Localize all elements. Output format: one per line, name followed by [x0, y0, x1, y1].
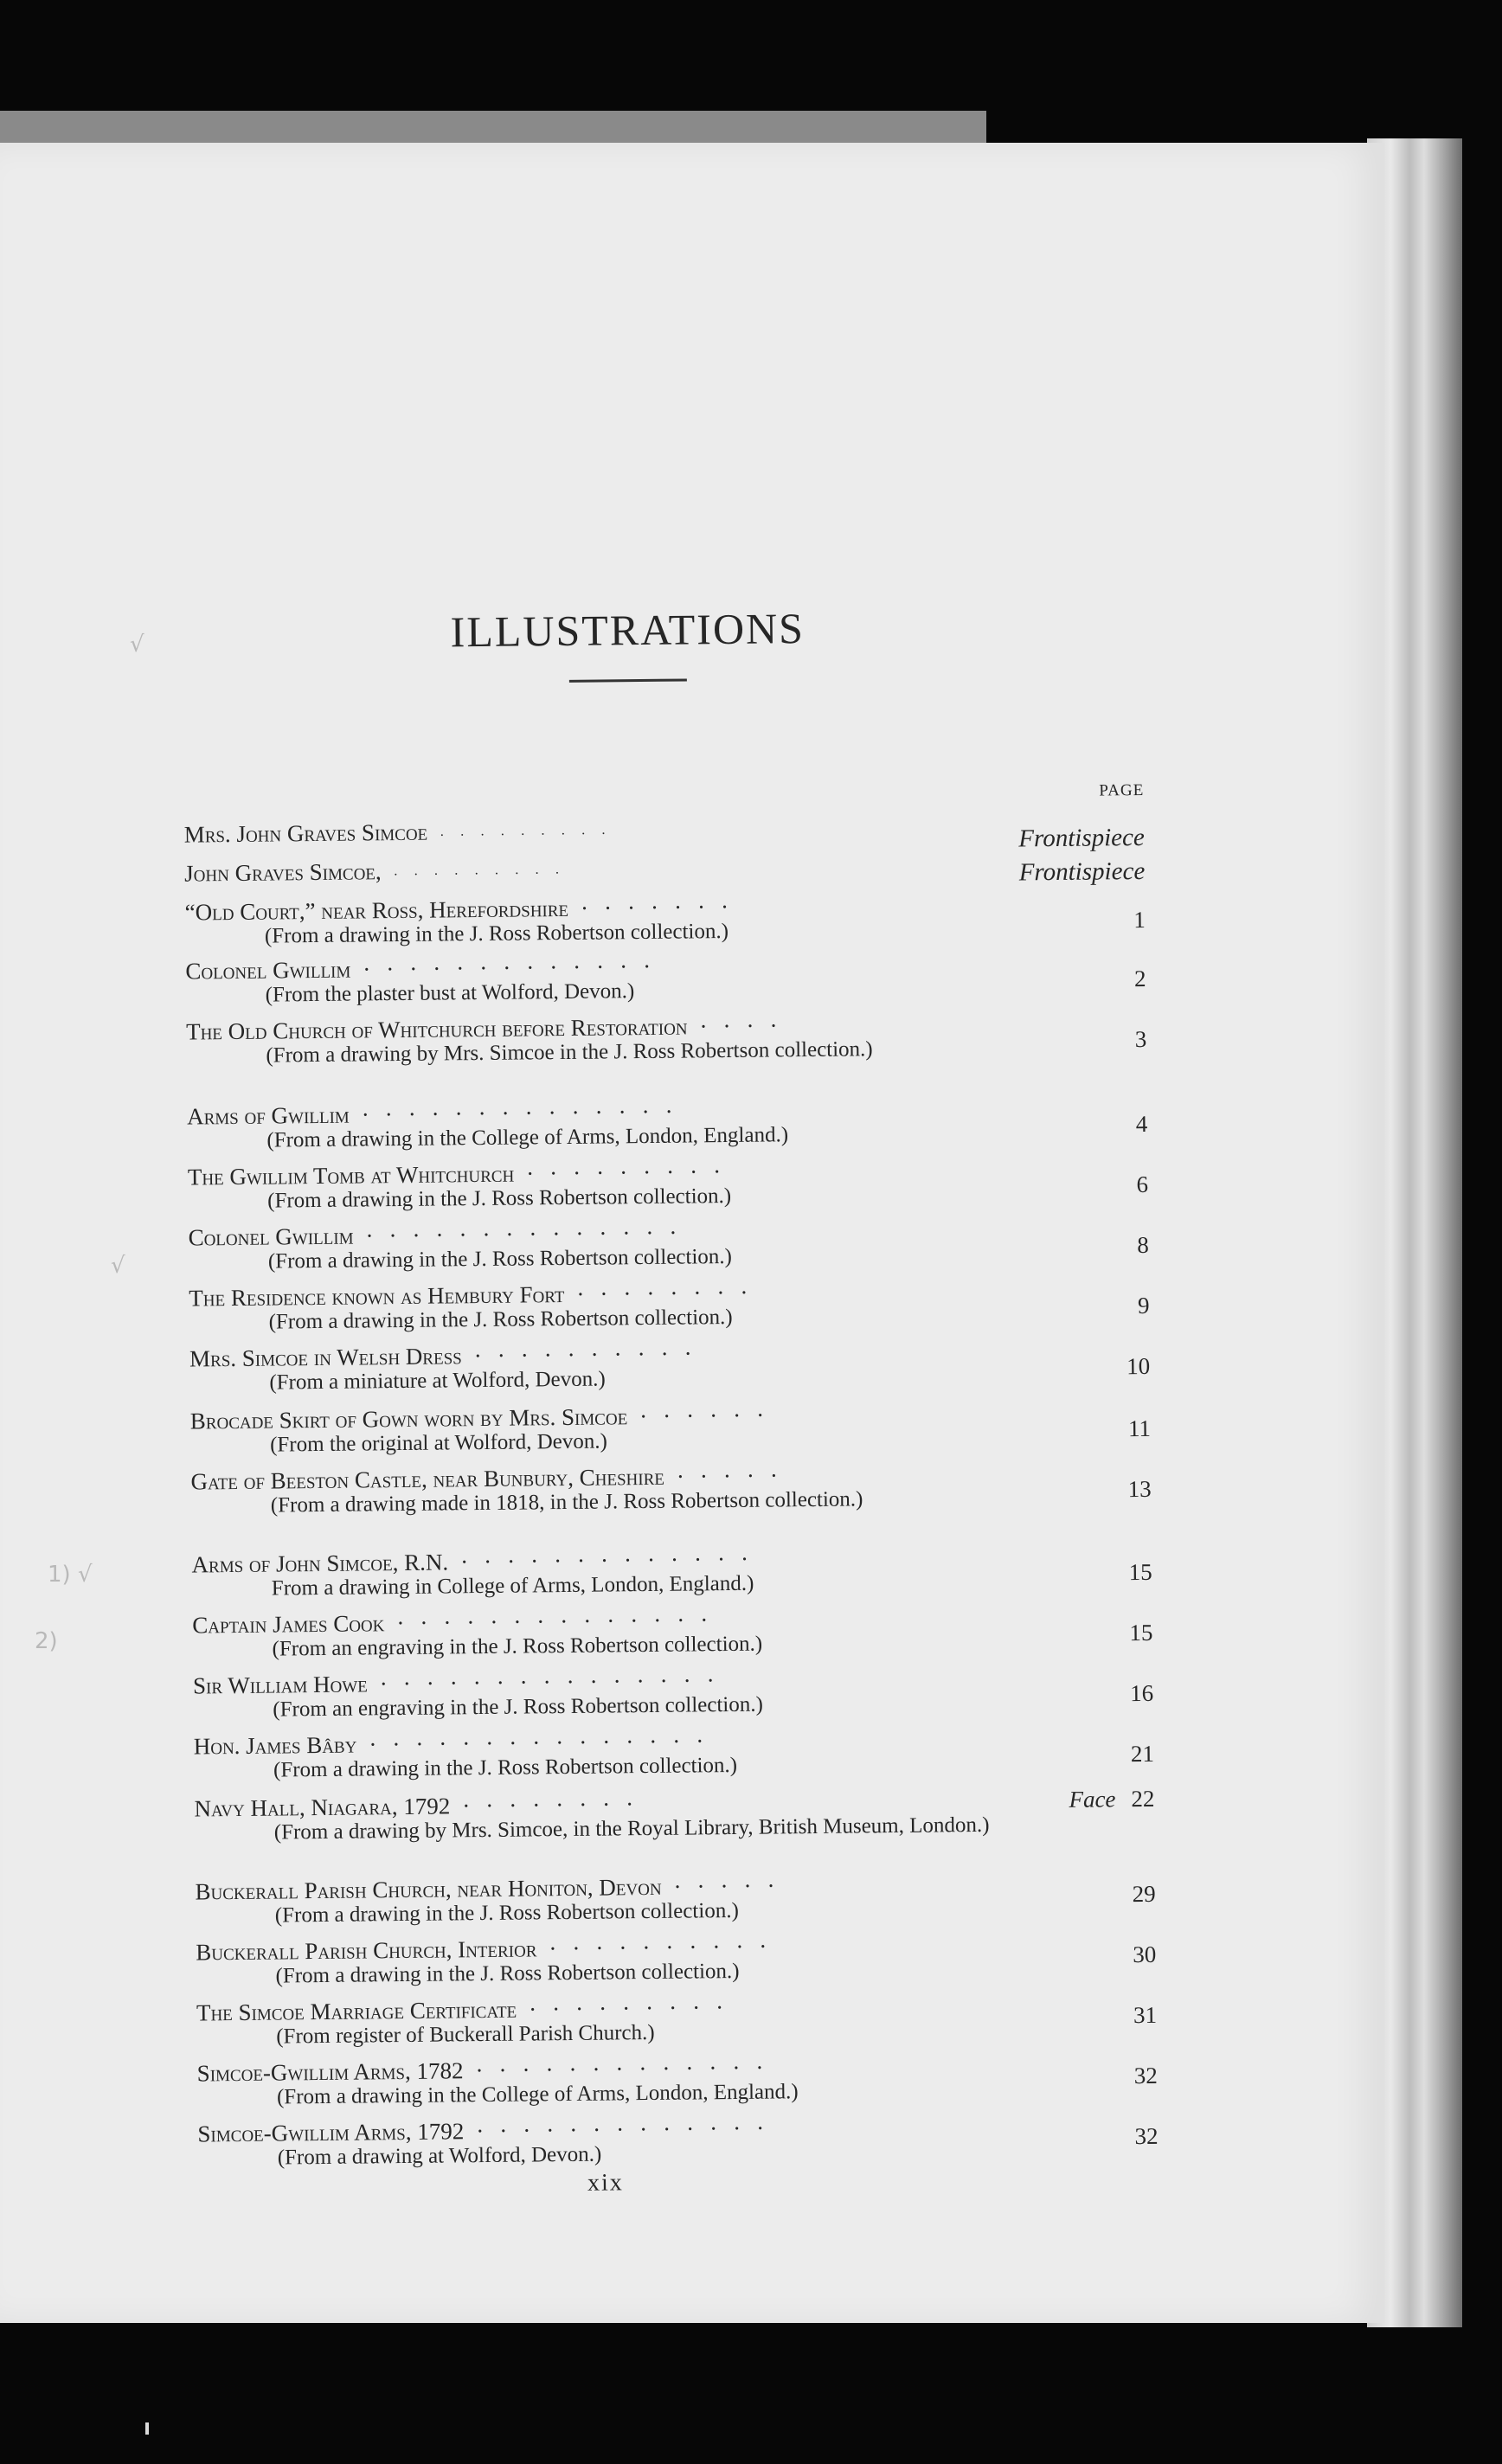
entry-note: (From a drawing in the J. Ross Robertson collection.) — [267, 1184, 732, 1213]
leader-dots: ········· — [440, 826, 622, 844]
list-item — [188, 1213, 1149, 1284]
pencil-mark: 1) √ — [48, 1562, 93, 1588]
entry-title: Simcoe-Gwillim Arms, 1792 — [197, 2118, 465, 2147]
leader-dots: ···· — [699, 1012, 793, 1040]
entry-title: Navy Hall, Niagara, 1792 — [194, 1793, 451, 1822]
entry-title: Captain James Cook — [192, 1610, 385, 1639]
list-item — [195, 1867, 1156, 1938]
entry-note: From a drawing in College of Arms, London, England.) — [271, 1571, 754, 1601]
entry-page — [1069, 1786, 1154, 1813]
entry-title: The Residence known as Hembury Fort — [189, 1280, 565, 1312]
leader-dots: ········· — [529, 1993, 740, 2023]
list-item — [192, 1601, 1153, 1672]
entry-note: (From a miniature at Wolford, Devon.) — [269, 1367, 606, 1395]
list-item — [194, 1722, 1155, 1794]
entry-page: 16 — [1130, 1679, 1154, 1707]
entry-note: (From a drawing in the J. Ross Robertson collection.) — [268, 1305, 733, 1334]
leader-dots: ······ — [639, 1402, 780, 1430]
entry-page: 30 — [1133, 1941, 1157, 1968]
entry-note: (From a drawing in the College of Arms, London, England.) — [276, 2080, 799, 2109]
pencil-mark: 2) — [35, 1628, 58, 1654]
entry-note: (From a drawing by Mrs. Simcoe, in the Royal Library, British Museum, London.) — [273, 1813, 990, 1845]
page-title: ILLUSTRATIONS — [450, 604, 806, 657]
leader-dots: ····· — [676, 1462, 794, 1490]
entry-page: 1 — [1133, 906, 1146, 934]
entry-page: 9 — [1137, 1292, 1150, 1319]
list-item — [197, 2049, 1159, 2120]
entry-page: 3 — [1134, 1025, 1147, 1053]
entry-note: (From a drawing in the College of Arms, London, England.) — [266, 1123, 789, 1152]
entry-title: Mrs. Simcoe in Welsh Dress — [189, 1343, 462, 1372]
list-item — [194, 1784, 1155, 1877]
book-page — [0, 143, 1384, 2323]
pencil-mark: √ — [111, 1253, 125, 1279]
entry-page: Frontispiece — [1018, 857, 1146, 887]
entry-title: Mrs. John Graves Simcoe — [183, 818, 428, 848]
entry-page: 8 — [1137, 1231, 1149, 1259]
entry-title: Buckerall Parish Church, near Honiton, Devon — [195, 1873, 662, 1905]
scan-mark — [145, 2422, 149, 2435]
entry-page: 13 — [1127, 1475, 1152, 1503]
entry-page: 21 — [1130, 1740, 1155, 1768]
entry-title: Brocade Skirt of Gown worn by Mrs. Simcoe — [189, 1403, 628, 1434]
entry-page: 11 — [1127, 1415, 1152, 1442]
entry-page: 32 — [1134, 2122, 1159, 2150]
entries-list — [184, 810, 1159, 2180]
entry-page: 29 — [1132, 1880, 1156, 1908]
leader-dots: ·············· — [396, 1607, 724, 1637]
entry-title: Colonel Gwillim — [185, 956, 351, 985]
entry-page: 2 — [1133, 965, 1146, 992]
entry-title: Arms of Gwillim — [186, 1101, 350, 1130]
entry-note: (From a drawing in the J. Ross Robertson collection.) — [267, 1244, 733, 1274]
entry-face-label: Face — [1069, 1786, 1116, 1813]
page-number: xix — [587, 2169, 625, 2197]
entry-page: 10 — [1126, 1352, 1151, 1380]
leader-dots: ············· — [363, 953, 667, 983]
entry-title: Hon. James Bâby — [193, 1731, 357, 1760]
entry-page: 6 — [1136, 1171, 1149, 1198]
entry-note: (From register of Buckerall Parish Church.) — [276, 2020, 655, 2049]
entry-note: (From a drawing in the J. Ross Robertson collection.) — [273, 1753, 738, 1782]
leader-dots: ····· — [673, 1872, 791, 1900]
entry-note: (From an engraving in the J. Ross Robertson collection.) — [273, 1692, 764, 1722]
entry-title: John Graves Simcoe, — [184, 858, 382, 887]
title-rule — [569, 678, 687, 682]
leader-dots: ············· — [476, 2114, 780, 2145]
entry-title: Arms of John Simcoe, R.N. — [191, 1549, 449, 1578]
list-item — [196, 1988, 1158, 2059]
list-item — [191, 1540, 1152, 1611]
entry-page: 31 — [1133, 2001, 1158, 2029]
leader-dots: ··············· — [369, 1728, 720, 1758]
pencil-mark: √ — [130, 632, 144, 658]
list-item — [190, 1396, 1152, 1467]
list-item — [188, 1152, 1149, 1223]
page-column-header: PAGE — [1099, 780, 1145, 800]
list-item — [196, 1928, 1157, 1999]
entry-note: (From a drawing by Mrs. Simcoe in the J. Ross Robertson collection.) — [266, 1037, 873, 1068]
entry-note: (From the original at Wolford, Devon.) — [269, 1429, 608, 1457]
list-item — [193, 1661, 1154, 1732]
leader-dots: ·············· — [365, 1219, 693, 1249]
leader-dots: ·········· — [473, 1340, 708, 1370]
leader-dots: ············· — [459, 1545, 765, 1575]
entry-title: The Gwillim Tomb at Whitchurch — [187, 1160, 515, 1190]
entry-note: (From a drawing in the J. Ross Robertson collection.) — [274, 1898, 739, 1928]
entry-title: Simcoe-Gwillim Arms, 1782 — [196, 2057, 464, 2087]
entry-note: (From a drawing in the J. Ross Robertson collection.) — [264, 919, 729, 948]
leader-dots: ······· — [580, 893, 745, 921]
leader-dots: ·········· — [549, 1933, 783, 1962]
entry-note: (From the plaster bust at Wolford, Devon.) — [265, 979, 635, 1007]
entry-note: (From a drawing in the J. Ross Robertson collection.) — [275, 1959, 740, 1988]
illustrations-list — [147, 600, 1159, 2197]
entry-title: The Simcoe Marriage Certificate — [196, 1996, 517, 2026]
entry-page: 4 — [1135, 1110, 1148, 1138]
entry-title: Colonel Gwillim — [188, 1222, 354, 1251]
leader-dots: ·············· — [361, 1098, 689, 1128]
entry-title: Gate of Beeston Castle, near Bunbury, Cheshire — [190, 1463, 665, 1495]
list-item — [189, 1334, 1151, 1407]
entry-page: 32 — [1133, 2062, 1158, 2089]
leader-dots: ········· — [526, 1158, 737, 1187]
list-item — [189, 1274, 1150, 1344]
entry-title: Buckerall Parish Church, Interior — [196, 1935, 537, 1966]
list-item — [197, 2109, 1159, 2180]
list-item — [190, 1457, 1152, 1550]
leader-dots: ··············· — [379, 1667, 730, 1697]
entry-title: “Old Court,” near Ross, Herefordshire — [184, 895, 569, 926]
entry-note: (From a drawing at Wolford, Devon.) — [277, 2142, 602, 2170]
list-item — [186, 1007, 1147, 1102]
leader-dots: ········· — [393, 865, 575, 883]
entry-title: Sir William Howe — [192, 1671, 368, 1699]
leader-dots: ········ — [576, 1279, 764, 1307]
entry-note: (From an engraving in the J. Ross Robertson collection.) — [272, 1632, 763, 1661]
leader-dots: ············· — [475, 2054, 780, 2084]
list-item — [185, 946, 1146, 1017]
entry-page: 15 — [1128, 1558, 1152, 1586]
list-item — [187, 1092, 1148, 1163]
entry-page: 15 — [1129, 1619, 1153, 1646]
leader-dots: ········ — [462, 1791, 650, 1819]
list-item — [184, 888, 1146, 957]
entry-note: (From a drawing made in 1818, in the J. Ross Robertson collection.) — [270, 1487, 863, 1518]
entry-page: Frontispiece — [1018, 823, 1145, 853]
entry-page-number: 22 — [1131, 1785, 1155, 1813]
entry-title: The Old Church of Whitchurch before Restoration — [185, 1013, 688, 1045]
